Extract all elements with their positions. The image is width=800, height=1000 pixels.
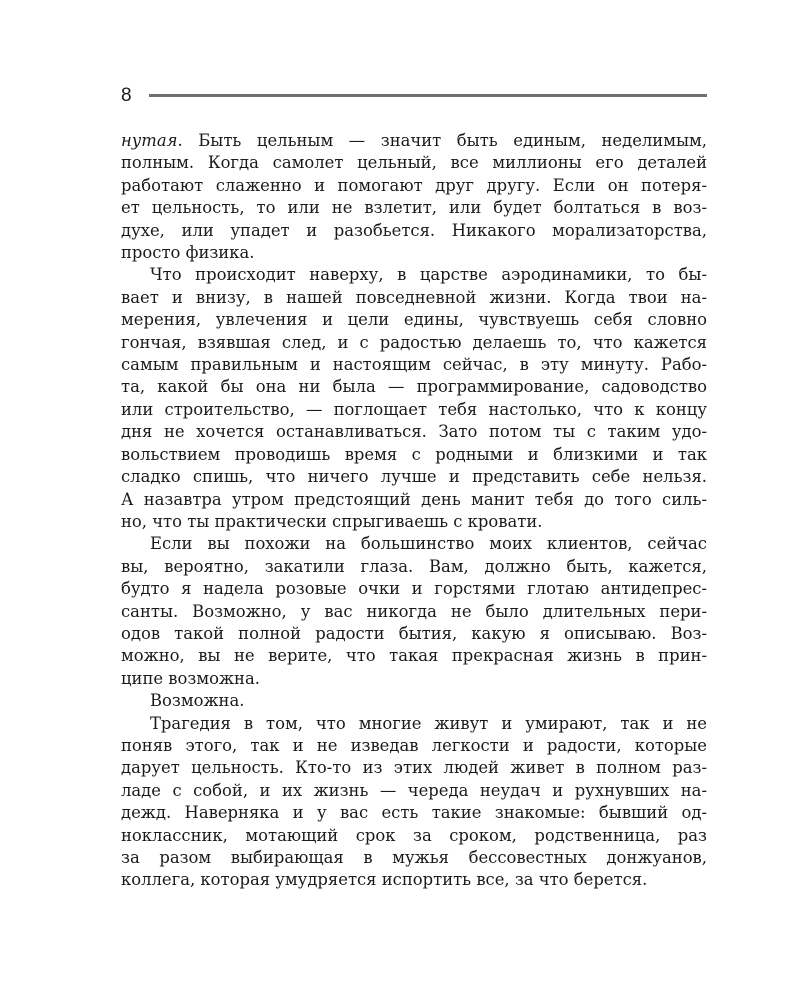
text-line [121,287,707,309]
text-line [121,735,707,757]
paragraph-p5 [121,713,707,892]
line-text: работают слаженно и помогают друг другу. Если он потеря- [121,175,707,195]
text-line [121,623,707,645]
line-text: Если вы похожи на большинство моих клиентов, сейчас [150,534,707,554]
line-text: духе, или упадет и разобьется. Никакого морализаторства, [121,220,707,240]
text-line [121,578,707,600]
line-text: дня не хочется останавливаться. Зато потом ты с таким удо- [121,422,707,442]
line-text: А назавтра утром предстоящий день манит тебя до того силь- [121,489,707,509]
text-line [121,264,707,286]
text-line [121,757,707,779]
line-text: ладе с собой, и их жизнь — череда неудач и рухнувших на- [121,780,707,800]
paragraph-p1 [121,130,707,264]
line-text: но, что ты практически спрыгиваешь с кровати. [121,511,543,531]
text-line [121,444,707,466]
paragraph-p3 [121,533,707,690]
line-text: вает и внизу, в нашей повседневной жизни. Когда твои на- [121,287,707,307]
text-line [121,556,707,578]
italic-fragment: нутая [121,131,178,150]
text-line [121,354,707,376]
line-text: сладко спишь, что ничего лучше и представить себе нельзя. [121,467,707,487]
text-line [121,332,707,354]
line-text: та, какой бы она ни была — программирование, садоводство [121,377,707,397]
line-text: ноклассник, мотающий срок за сроком, родственница, раз [121,825,707,845]
text-line [121,690,707,712]
text-line [121,601,707,623]
paragraph-p4 [121,690,707,712]
header-rule [149,94,707,97]
line-text: или строительство, — поглощает тебя настолько, что к концу [121,399,707,419]
line-text: полным. Когда самолет цельный, все миллионы его деталей [121,153,707,173]
body-text [121,130,707,892]
line-text: за разом выбирающая в мужья бессовестных донжуанов, [121,848,707,867]
text-line [121,668,707,690]
text-line [121,825,707,847]
line-text: . Быть цельным — значит быть единым, неделимым, [177,131,707,150]
line-text: дежд. Наверняка и у вас есть такие знакомые: бывший од- [121,803,707,823]
paragraph-p2 [121,264,707,533]
line-text: ципе возможна. [121,668,260,688]
line-text: самым правильным и настоящим сейчас, в эту минуту. Рабо- [121,355,707,375]
line-text: Что происходит наверху, в царстве аэродинамики, то бы- [150,265,707,285]
text-line [121,869,707,891]
text-line [121,466,707,488]
line-text: поняв этого, так и не изведав легкости и радости, которые [121,735,707,755]
text-line [121,533,707,555]
text-line [121,242,707,264]
line-text: вольствием проводишь время с родными и близкими и так [121,444,707,464]
line-text: Возможна. [150,691,245,711]
text-line [121,802,707,824]
page-number: 8 [121,85,132,106]
line-text: дарует цельность. Кто-то из этих людей живет в полном раз- [121,758,707,778]
line-text: Трагедия в том, что многие живут и умирают, так и не [150,713,707,733]
text-line [121,152,707,174]
text-line [121,645,707,667]
text-line [121,421,707,443]
line-text: мерения, увлечения и цели едины, чувствуешь себя словно [121,310,707,330]
line-text: можно, вы не верите, что такая прекрасная жизнь в прин- [121,646,707,666]
line-text: ет цельность, то или не взлетит, или будет болтаться в воз- [121,198,707,218]
line-text: коллега, которая умудряется испортить все, за что берется. [121,870,648,890]
text-line [121,847,707,869]
text-line [121,197,707,219]
line-text: просто физика. [121,243,255,263]
line-text: санты. Возможно, у вас никогда не было длительных пери- [121,601,707,621]
line-text: будто я надела розовые очки и горстями глотаю антидепрес- [121,579,707,599]
page-header [121,84,707,110]
text-line [121,489,707,511]
text-line [121,399,707,421]
text-line [121,713,707,735]
text-line [121,220,707,242]
line-text: одов такой полной радости бытия, какую я описываю. Воз- [121,623,707,643]
text-line [121,511,707,533]
text-line [121,376,707,398]
line-text: гончая, взявшая след, и с радостью делаешь то, что кажется [121,332,707,352]
text-line [121,175,707,197]
line-text: вы, вероятно, закатили глаза. Вам, должно быть, кажется, [121,556,707,576]
text-line [121,780,707,802]
text-line [121,130,707,152]
text-line [121,309,707,331]
